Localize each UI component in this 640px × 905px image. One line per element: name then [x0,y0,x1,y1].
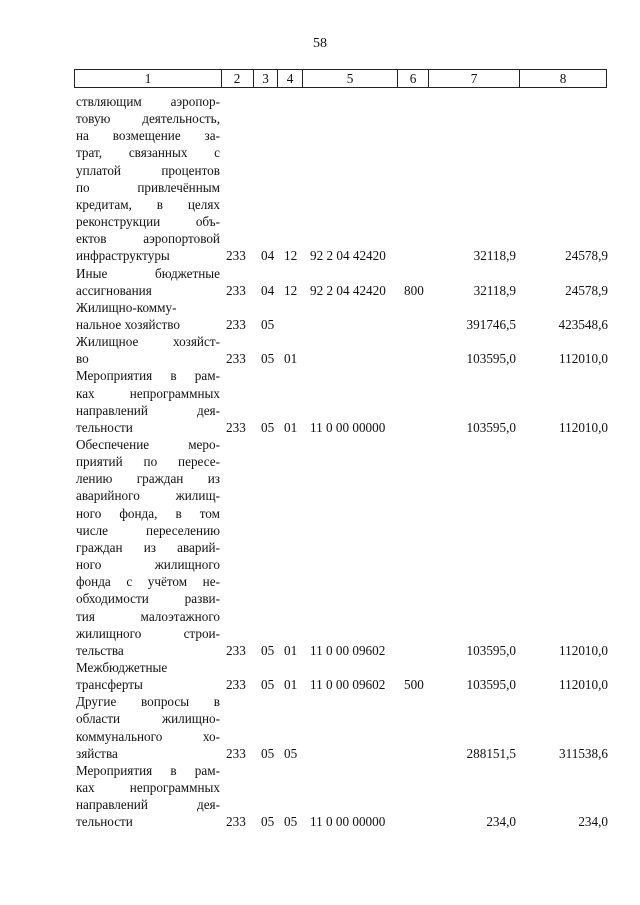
row-1-text-line: реконструкции объ- [76,214,220,229]
row-8-text-line: зяйства [76,745,118,761]
row-3-text-line: Жилищно-комму- [76,299,177,315]
row-4-text-line: во [76,351,89,367]
row-8-col-3: 05 [261,745,275,761]
row-5-col-4: 01 [284,419,298,435]
row-1-col-4: 12 [284,248,298,264]
row-5-col-5: 11 0 00 00000 [310,419,386,435]
row-4-col-8: 112010,0 [559,351,608,367]
row-6-text-line: ного фонда, в том [76,505,220,521]
row-6-col-5: 11 0 00 09602 [310,642,386,658]
row-5-col-8: 112010,0 [559,419,608,435]
header-col-6: 6 [398,69,429,88]
row-1-col-2: 233 [226,248,246,264]
row-6-text-line: Обеспечение меро- [76,437,220,452]
row-2-text-line: Иные бюджетные [76,265,220,281]
row-5-col-7: 103595,0 [466,419,516,435]
row-9-col-4: 05 [284,814,298,830]
header-col-5: 5 [303,69,398,88]
row-8-text-line: коммунального хо- [76,728,220,744]
header-col-2: 2 [221,69,254,88]
row-6-text-line: лению граждан из [76,471,220,487]
row-2-col-6: 800 [404,282,424,298]
row-1-col-7: 32118,9 [473,248,516,264]
row-2-col-7: 32118,9 [473,282,516,298]
header-col-8: 8 [520,69,607,88]
row-6-col-3: 05 [261,642,275,658]
row-5-text-line: ках непрограммных [76,385,220,401]
row-9-text-line: ках непрограммных [76,780,220,795]
row-1-text-line: уплатой процентов [76,162,220,178]
row-3-col-8: 423548,6 [558,316,608,332]
row-6-text-line: ного жилищного [76,557,220,572]
row-8-col-2: 233 [226,745,246,761]
row-1-text-line: трат, связанных с [76,145,220,161]
row-4-text-line: Жилищное хозяйст- [76,334,220,350]
row-4-col-2: 233 [226,351,246,367]
row-9-col-2: 233 [226,814,246,830]
row-6-text-line: приятий по пересе- [76,454,220,470]
row-6-text-line: жилищного строи- [76,625,220,641]
row-7-text-line: трансферты [76,677,143,693]
header-col-3: 3 [254,69,278,88]
row-8-col-7: 288151,5 [466,745,516,761]
header-col-4: 4 [278,69,303,88]
row-9-text-line: тельности [76,814,133,830]
row-9-text-line: направлений дея- [76,797,220,813]
row-1-col-3: 04 [261,248,275,264]
row-7-col-5: 11 0 00 09602 [310,677,386,693]
row-3-col-2: 233 [226,316,246,332]
row-2-col-4: 12 [284,282,298,298]
row-6-col-4: 01 [284,642,298,658]
row-3-text-line: нальное хозяйство [76,316,180,332]
row-6-col-2: 233 [226,642,246,658]
row-6-text-line: числе переселению [76,522,220,538]
row-7-text-line: Межбюджетные [76,660,168,675]
row-6-text-line: фонда с учётом не- [76,574,220,590]
header-col-1: 1 [74,69,222,88]
row-2-text-line: ассигнования [76,282,152,298]
row-7-col-3: 05 [261,677,275,693]
row-2-col-2: 233 [226,282,246,298]
row-1-text-line: товую деятельность, [76,111,220,127]
row-2-col-8: 24578,9 [565,282,608,298]
row-6-col-7: 103595,0 [466,642,516,658]
row-7-col-6: 500 [404,677,424,693]
row-5-col-3: 05 [261,419,275,435]
row-7-col-8: 112010,0 [559,677,608,693]
row-1-text-line: ствляющим аэропор- [76,94,220,109]
row-6-text-line: тельства [76,642,124,658]
row-9-col-5: 11 0 00 00000 [310,814,386,830]
row-5-text-line: Мероприятия в рам- [76,368,220,384]
row-5-text-line: тельности [76,419,133,435]
row-4-col-4: 01 [284,351,298,367]
row-8-text-line: Другие вопросы в [76,694,220,710]
row-9-text-line: Мероприятия в рам- [76,762,220,778]
row-1-text-line: кредитам, в целях [76,196,220,212]
row-7-col-2: 233 [226,677,246,693]
page-number: 58 [313,36,327,51]
row-6-text-line: аварийного жилищ- [76,488,220,504]
row-6-col-8: 112010,0 [559,642,608,658]
row-2-col-5: 92 2 04 42420 [310,282,386,298]
row-7-col-4: 01 [284,677,298,693]
row-5-text-line: направлений дея- [76,402,220,418]
row-8-text-line: области жилищно- [76,711,220,727]
row-7-col-7: 103595,0 [466,677,516,693]
row-1-text-line: ектов аэропортовой [76,231,220,247]
row-9-col-8: 234,0 [578,814,608,830]
row-9-col-7: 234,0 [486,814,516,830]
header-col-7: 7 [429,69,520,88]
row-5-col-2: 233 [226,419,246,435]
row-1-text-line: на возмещение за- [76,128,220,144]
row-6-text-line: граждан из аварий- [76,539,220,555]
row-6-text-line: обходимости разви- [76,591,220,607]
row-4-col-7: 103595,0 [466,351,516,367]
row-8-col-8: 311538,6 [559,745,608,761]
row-9-col-3: 05 [261,814,275,830]
row-3-col-3: 05 [261,316,275,332]
row-1-text-line: по привлечённым [76,179,220,195]
row-1-col-5: 92 2 04 42420 [310,248,386,264]
row-1-text-line: инфраструктуры [76,248,170,264]
row-6-text-line: тия малоэтажного [76,608,220,624]
row-3-col-7: 391746,5 [466,316,516,332]
row-1-col-8: 24578,9 [565,248,608,264]
row-8-col-4: 05 [284,745,298,761]
row-2-col-3: 04 [261,282,275,298]
row-4-col-3: 05 [261,351,275,367]
